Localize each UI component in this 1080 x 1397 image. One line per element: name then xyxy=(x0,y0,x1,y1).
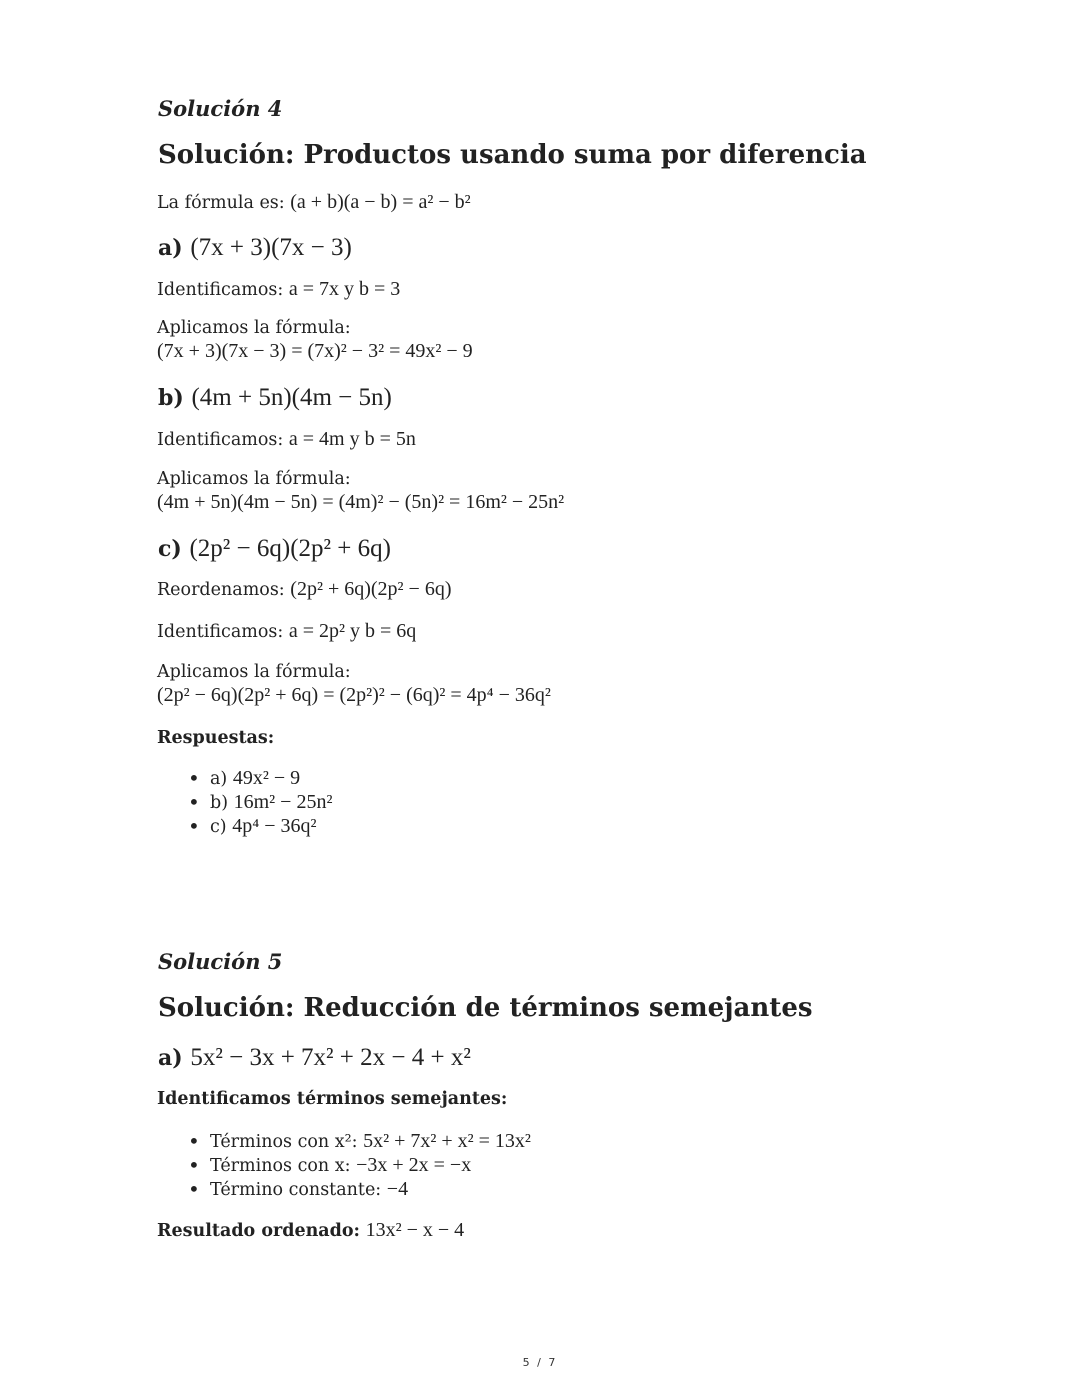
list-item xyxy=(188,790,332,814)
formula-line xyxy=(157,191,471,214)
part-a-apply-expression: (7x + 3)(7x − 3) = (7x)² − 3² = 49x² − 9 xyxy=(157,340,473,362)
part-c-apply-expression: (2p² − 6q)(2p² + 6q) = (2p²)² − (6q)² = 4p⁴ − 36q² xyxy=(157,684,551,706)
answer-value: 49x² − 9 xyxy=(232,767,301,789)
answers-heading: Respuestas: xyxy=(157,728,275,748)
list-item xyxy=(188,1129,531,1153)
part-a-label: a) xyxy=(158,235,183,261)
part-b-expression: (4m + 5n)(4m − 5n) xyxy=(191,384,392,411)
page-number: 5 / 7 xyxy=(522,1356,558,1369)
answers-list xyxy=(188,766,332,838)
terms-list xyxy=(188,1129,531,1201)
reorder-expression: (2p² + 6q)(2p² − 6q) xyxy=(290,578,452,600)
part-c-reorder xyxy=(157,578,452,601)
part-a-label: a) xyxy=(158,1045,183,1071)
term-label: Término constante: xyxy=(210,1180,382,1200)
formula-expression: (a + b)(a − b) = a² − b² xyxy=(290,191,471,213)
solution-5-label: Solución 5 xyxy=(158,949,283,974)
solution-5-part-a-heading xyxy=(158,1044,471,1072)
part-c-apply-label: Aplicamos la fórmula: xyxy=(157,662,351,682)
term-value: 5x² + 7x² + x² = 13x² xyxy=(363,1130,531,1152)
solution-5-title: Solución: Reducción de términos semejantes xyxy=(158,993,813,1023)
identify-terms-heading: Identificamos términos semejantes: xyxy=(157,1089,508,1109)
list-item xyxy=(188,814,332,838)
answer-label: a) xyxy=(210,769,228,789)
identify-label: Identificamos: xyxy=(157,430,284,450)
identify-label: Identificamos: xyxy=(157,280,284,300)
answer-value: 4p⁴ − 36q² xyxy=(232,815,317,837)
term-value: −4 xyxy=(386,1178,409,1200)
part-b-apply-expression: (4m + 5n)(4m − 5n) = (4m)² − (5n)² = 16m² − 25n² xyxy=(157,491,565,513)
answer-label: c) xyxy=(210,817,227,837)
part-c-heading xyxy=(158,535,391,563)
part-c-expression: (2p² − 6q)(2p² + 6q) xyxy=(189,535,391,562)
identify-label: Identificamos: xyxy=(157,622,284,642)
result-expression: 13x² − x − 4 xyxy=(365,1219,465,1241)
list-item xyxy=(188,766,332,790)
answer-value: 16m² − 25n² xyxy=(233,791,333,813)
part-a-heading xyxy=(158,234,352,262)
part-a-identify xyxy=(157,278,400,301)
identify-expression: a = 4m y b = 5n xyxy=(288,428,416,450)
list-item xyxy=(188,1177,531,1201)
identify-expression: a = 2p² y b = 6q xyxy=(288,620,417,642)
part-a-expression: (7x + 3)(7x − 3) xyxy=(190,234,352,261)
reorder-label: Reordenamos: xyxy=(157,580,285,600)
part-a-apply-label: Aplicamos la fórmula: xyxy=(157,318,351,338)
identify-expression: a = 7x y b = 3 xyxy=(288,278,401,300)
term-label: Términos con x²: xyxy=(210,1132,358,1152)
solution-4-title: Solución: Productos usando suma por diferencia xyxy=(158,140,867,170)
result-line xyxy=(157,1219,464,1242)
part-c-identify xyxy=(157,620,416,643)
solution-4-label: Solución 4 xyxy=(158,96,283,121)
part-a-expression: 5x² − 3x + 7x² + 2x − 4 + x² xyxy=(190,1044,471,1071)
part-b-identify xyxy=(157,428,416,451)
term-label: Términos con x: xyxy=(210,1156,351,1176)
part-b-apply-label: Aplicamos la fórmula: xyxy=(157,469,351,489)
list-item xyxy=(188,1153,531,1177)
result-label: Resultado ordenado: xyxy=(157,1221,361,1241)
formula-intro: La fórmula es: xyxy=(157,193,285,213)
answer-label: b) xyxy=(210,793,229,813)
term-value: −3x + 2x = −x xyxy=(356,1154,472,1176)
part-b-label: b) xyxy=(158,385,184,411)
part-b-heading xyxy=(158,384,392,412)
part-c-label: c) xyxy=(158,536,182,562)
